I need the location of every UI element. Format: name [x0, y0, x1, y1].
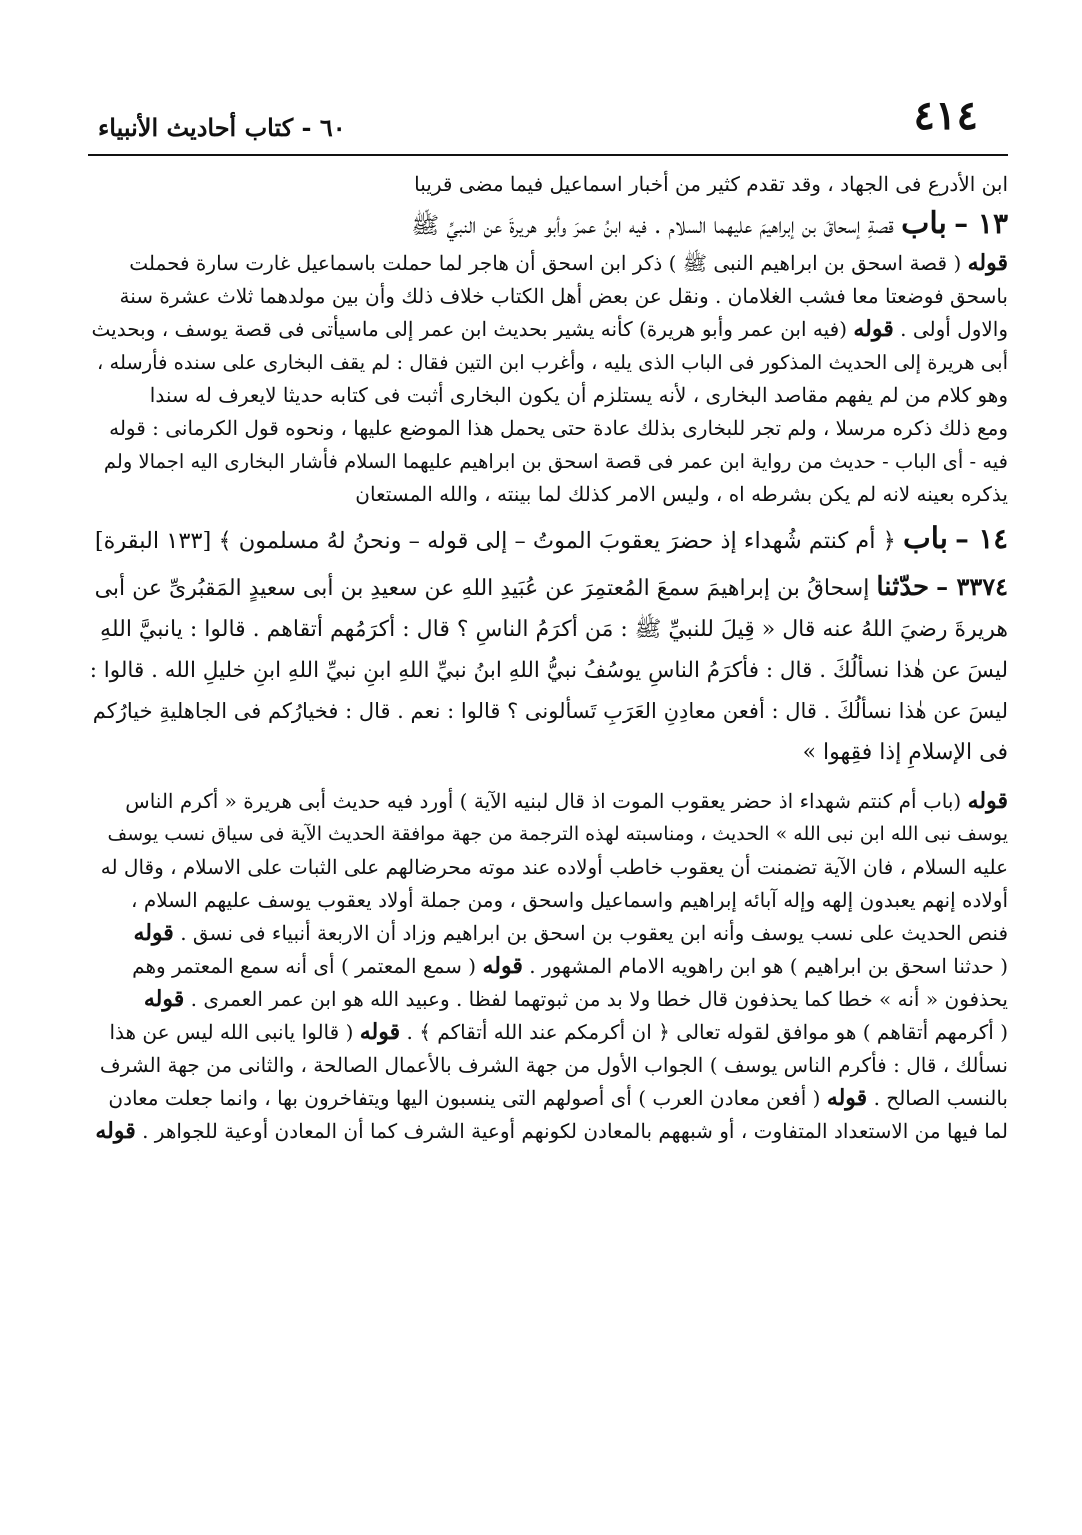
qawluhu-marker: قوله — [482, 953, 523, 979]
qawluhu-marker: قوله — [359, 1019, 401, 1045]
commentary-block-1 — [88, 247, 1008, 511]
hadith-block — [88, 566, 1008, 773]
commentary-line — [88, 478, 1008, 511]
commentary-line — [88, 247, 1008, 280]
hadith-number: ٣٣٧٤ – — [936, 572, 1008, 601]
commentary-text: أبى هريرة إلى الحديث المذكور فى الباب الذى يليه ، وأغرب ابن التين فقال : لم يقف البخارى على سنده فأرسله ، — [97, 351, 1008, 374]
commentary-text: (فيه ابن عمر وأبو هريرة) كأنه يشير بحديث ابن عمر إلى ماسيأتى فى قصة يوسف ، وبحديث — [91, 317, 848, 341]
commentary-line — [88, 412, 1008, 445]
commentary-line — [88, 280, 1008, 313]
chapter-heading-13 — [88, 203, 1008, 247]
commentary-line — [88, 346, 1008, 379]
commentary-text: بالنسب الصالح . — [873, 1086, 1008, 1110]
commentary-text: لما فيها من الاستعداد المتفاوت ، أو شبههم بالمعادن لكونهم أوعية الشرف كما أن المعادن أوعية للجواهر . — [142, 1119, 1008, 1143]
commentary-text: ( قصة اسحق بن ابراهيم النبى ﷺ ) ذكر ابن اسحق أن هاجر لما حملت باسماعيل غارت سارة فحملت — [129, 251, 962, 275]
commentary-line — [88, 313, 1008, 346]
commentary-line — [88, 1049, 1008, 1082]
chapter-word: باب — [902, 520, 948, 555]
commentary-line — [88, 445, 1008, 478]
commentary-text: ( أكرمهم أتقاهم ) هو موافق لقوله تعالى ﴿ ان أكرمكم عند الله أتقاكم ﴾ . — [406, 1020, 1008, 1044]
commentary-line — [88, 884, 1008, 917]
commentary-line — [88, 950, 1008, 983]
chapter-title: ﴿ أم كنتم شُهداء إذ حضرَ يعقوبَ الموتُ – إلى قوله – ونحنُ لهُ مسلمون ﴾ [١٣٣ البقرة] — [94, 528, 896, 554]
chapter-word: باب — [901, 206, 947, 241]
commentary-line — [88, 851, 1008, 884]
commentary-line — [88, 917, 1008, 950]
commentary-text: ومع ذلك ذكره مرسلا ، ولم تجر للبخارى بذلك عادة حتى يحمل هذا الموضع عليها ، ونحوه قول الكرمانى : قوله — [109, 416, 1008, 440]
commentary-text: ( سمع المعتمر ) أى أنه سمع المعتمر وهم — [132, 954, 477, 978]
commentary-text: نسألك ، قال : فأكرم الناس يوسف ) الجواب الأول من جهة الشرف بالأعمال الصالحة ، والثانى من جهة الشرف — [99, 1053, 1008, 1077]
page-number: ٤١٤ — [913, 92, 978, 139]
hadith-line: ليسَ عن هٰذا نسألُكَ . قال : أفعن معادِنِ العَرَبِ تَسألونى ؟ قالوا : نعم . قال : فخيارُكم فى الجاهليةِ خيارُكم — [92, 699, 1008, 723]
hadith-line: هريرةَ رضيَ اللهُ عنه قال « قِيلَ للنبيِّ ﷺ : مَن أكرَمُ الناسِ ؟ قال : أكرَمُهم أتقاهم . قالوا : يانبيَّ اللهِ — [100, 617, 1008, 642]
commentary-line — [88, 1016, 1008, 1049]
book-page — [88, 92, 1008, 1148]
hadith-line: ليسَ عن هٰذا نسألُكَ . قال : فأكرَمُ الناسِ يوسُفُ نبيُّ اللهِ ابنُ نبيِّ اللهِ ابنِ نبيِّ اللهِ ابنِ خليلِ الله . قالوا : — [89, 658, 1008, 683]
haddathana-word: حدّثنا — [876, 572, 930, 602]
header-rule — [88, 154, 1008, 156]
commentary-line — [88, 1115, 1008, 1148]
commentary-line — [88, 785, 1008, 818]
commentary-text: عليه السلام ، فان الآية تضمنت أن يعقوب خاطب أولاده عند موته محرضالهم على الثبات على الاسلام ، وقال له — [100, 855, 1008, 879]
commentary-line — [88, 1082, 1008, 1115]
chapter-heading-14 — [88, 517, 1008, 562]
commentary-text: يوسف نبى الله ابن نبى الله » الحديث ، ومناسبته لهذه الترجمة من جهة موافقة الحديث الآية فى سياق نسب يوسف — [107, 823, 1008, 845]
chapter-number: ١٤ – — [955, 523, 1008, 555]
qawluhu-marker: قوله — [143, 986, 185, 1012]
commentary-text: فيه - أى الباب - حديث من رواية ابن عمر فى قصة اسحق بن ابراهيم عليهما السلام فأشار البخارى اليه اجمالا ولم — [103, 450, 1008, 473]
chapter-number: ١٣ – — [954, 207, 1008, 240]
commentary-text: وهو كلام من لم يفهم مقاصد البخارى ، لأنه يستلزم أن يكون البخارى أثبت فى كتابه حديثا لايعرف له سندا — [149, 383, 1008, 407]
commentary-text: باسحق فوضعتا معا فشب الغلامان . ونقل عن بعض أهل الكتاب خلاف ذلك وأن بين مولدهما ثلاث عشرة سنة — [119, 284, 1008, 308]
qawluhu-marker: قوله — [967, 788, 1008, 814]
intro-line: ابن الأدرع فى الجهاد ، وقد تقدم كثير من أخبار اسماعيل فيما مضى قريبا — [414, 172, 1008, 196]
chapter-title: قصةِ إسحاقَ بن إبراهيمَ عليهما السلام . فيه ابنُ عمرَ وأبو هريرةَ عن النبيِّ ﷺ — [411, 213, 894, 239]
qawluhu-marker: قوله — [133, 920, 174, 946]
hadith-line: فى الإسلامِ إذا فقِهوا » — [802, 740, 1008, 765]
commentary-text: يحذفون « أنه » خطا كما يحذفون قال خطا ولا بد من ثبوتهما لفظا . وعبيد الله هو ابن عمر العمرى . — [190, 987, 1008, 1011]
page-header — [88, 92, 1008, 158]
commentary-text: يذكره بعينه لانه لم يكن بشرطه اه ، وليس الامر كذلك لما بينته ، والله المستعان — [355, 482, 1008, 506]
qawluhu-marker: قوله — [967, 250, 1008, 276]
commentary-text: ( قالوا يانبى الله ليس عن هذا — [109, 1020, 354, 1044]
commentary-block-2 — [88, 785, 1008, 1148]
commentary-line — [88, 379, 1008, 412]
commentary-text: (باب أم كنتم شهداء اذ حضر يعقوب الموت اذ قال لبنيه الآية ) أورد فيه حديث أبى هريرة « أكرم الناس — [125, 789, 962, 813]
commentary-line — [88, 983, 1008, 1016]
commentary-text: ( حدثنا اسحق بن ابراهيم ) هو ابن راهويه الامام المشهور . — [529, 954, 1008, 978]
commentary-text: ( أفعن معادن العرب ) أى أصولهم التى ينسبون اليها ويتفاخرون بها ، وانما جعلت معادن — [108, 1086, 821, 1110]
running-title: ٦٠ - كتاب أحاديث الأنبياء — [98, 113, 346, 142]
commentary-text: والاول أولى . — [900, 317, 1008, 341]
qawluhu-marker: قوله — [95, 1118, 136, 1144]
hadith-line — [88, 566, 1008, 609]
commentary-text: فنص الحديث على نسب يوسف وأنه ابن يعقوب بن اسحق بن ابراهيم وزاد أن الاربعة أنبياء فى نسق . — [180, 921, 1008, 945]
commentary-line — [88, 818, 1008, 851]
qawluhu-marker: قوله — [826, 1085, 868, 1111]
qawluhu-marker: قوله — [853, 316, 894, 342]
commentary-text: أولاده إنهم يعبدون إلهه وإله آبائه إبراهيم واسماعيل واسحق ، ومن جملة أولاد يعقوب يوسف عليهم السلام ، — [131, 888, 1008, 912]
hadith-text: إسحاقُ بن إبراهيمَ سمعَ المُعتمِرَ عن عُبَيدِ اللهِ عن سعيدِ بن أبى سعيدٍ المَقبُرىِّ عن أبى — [94, 576, 870, 601]
